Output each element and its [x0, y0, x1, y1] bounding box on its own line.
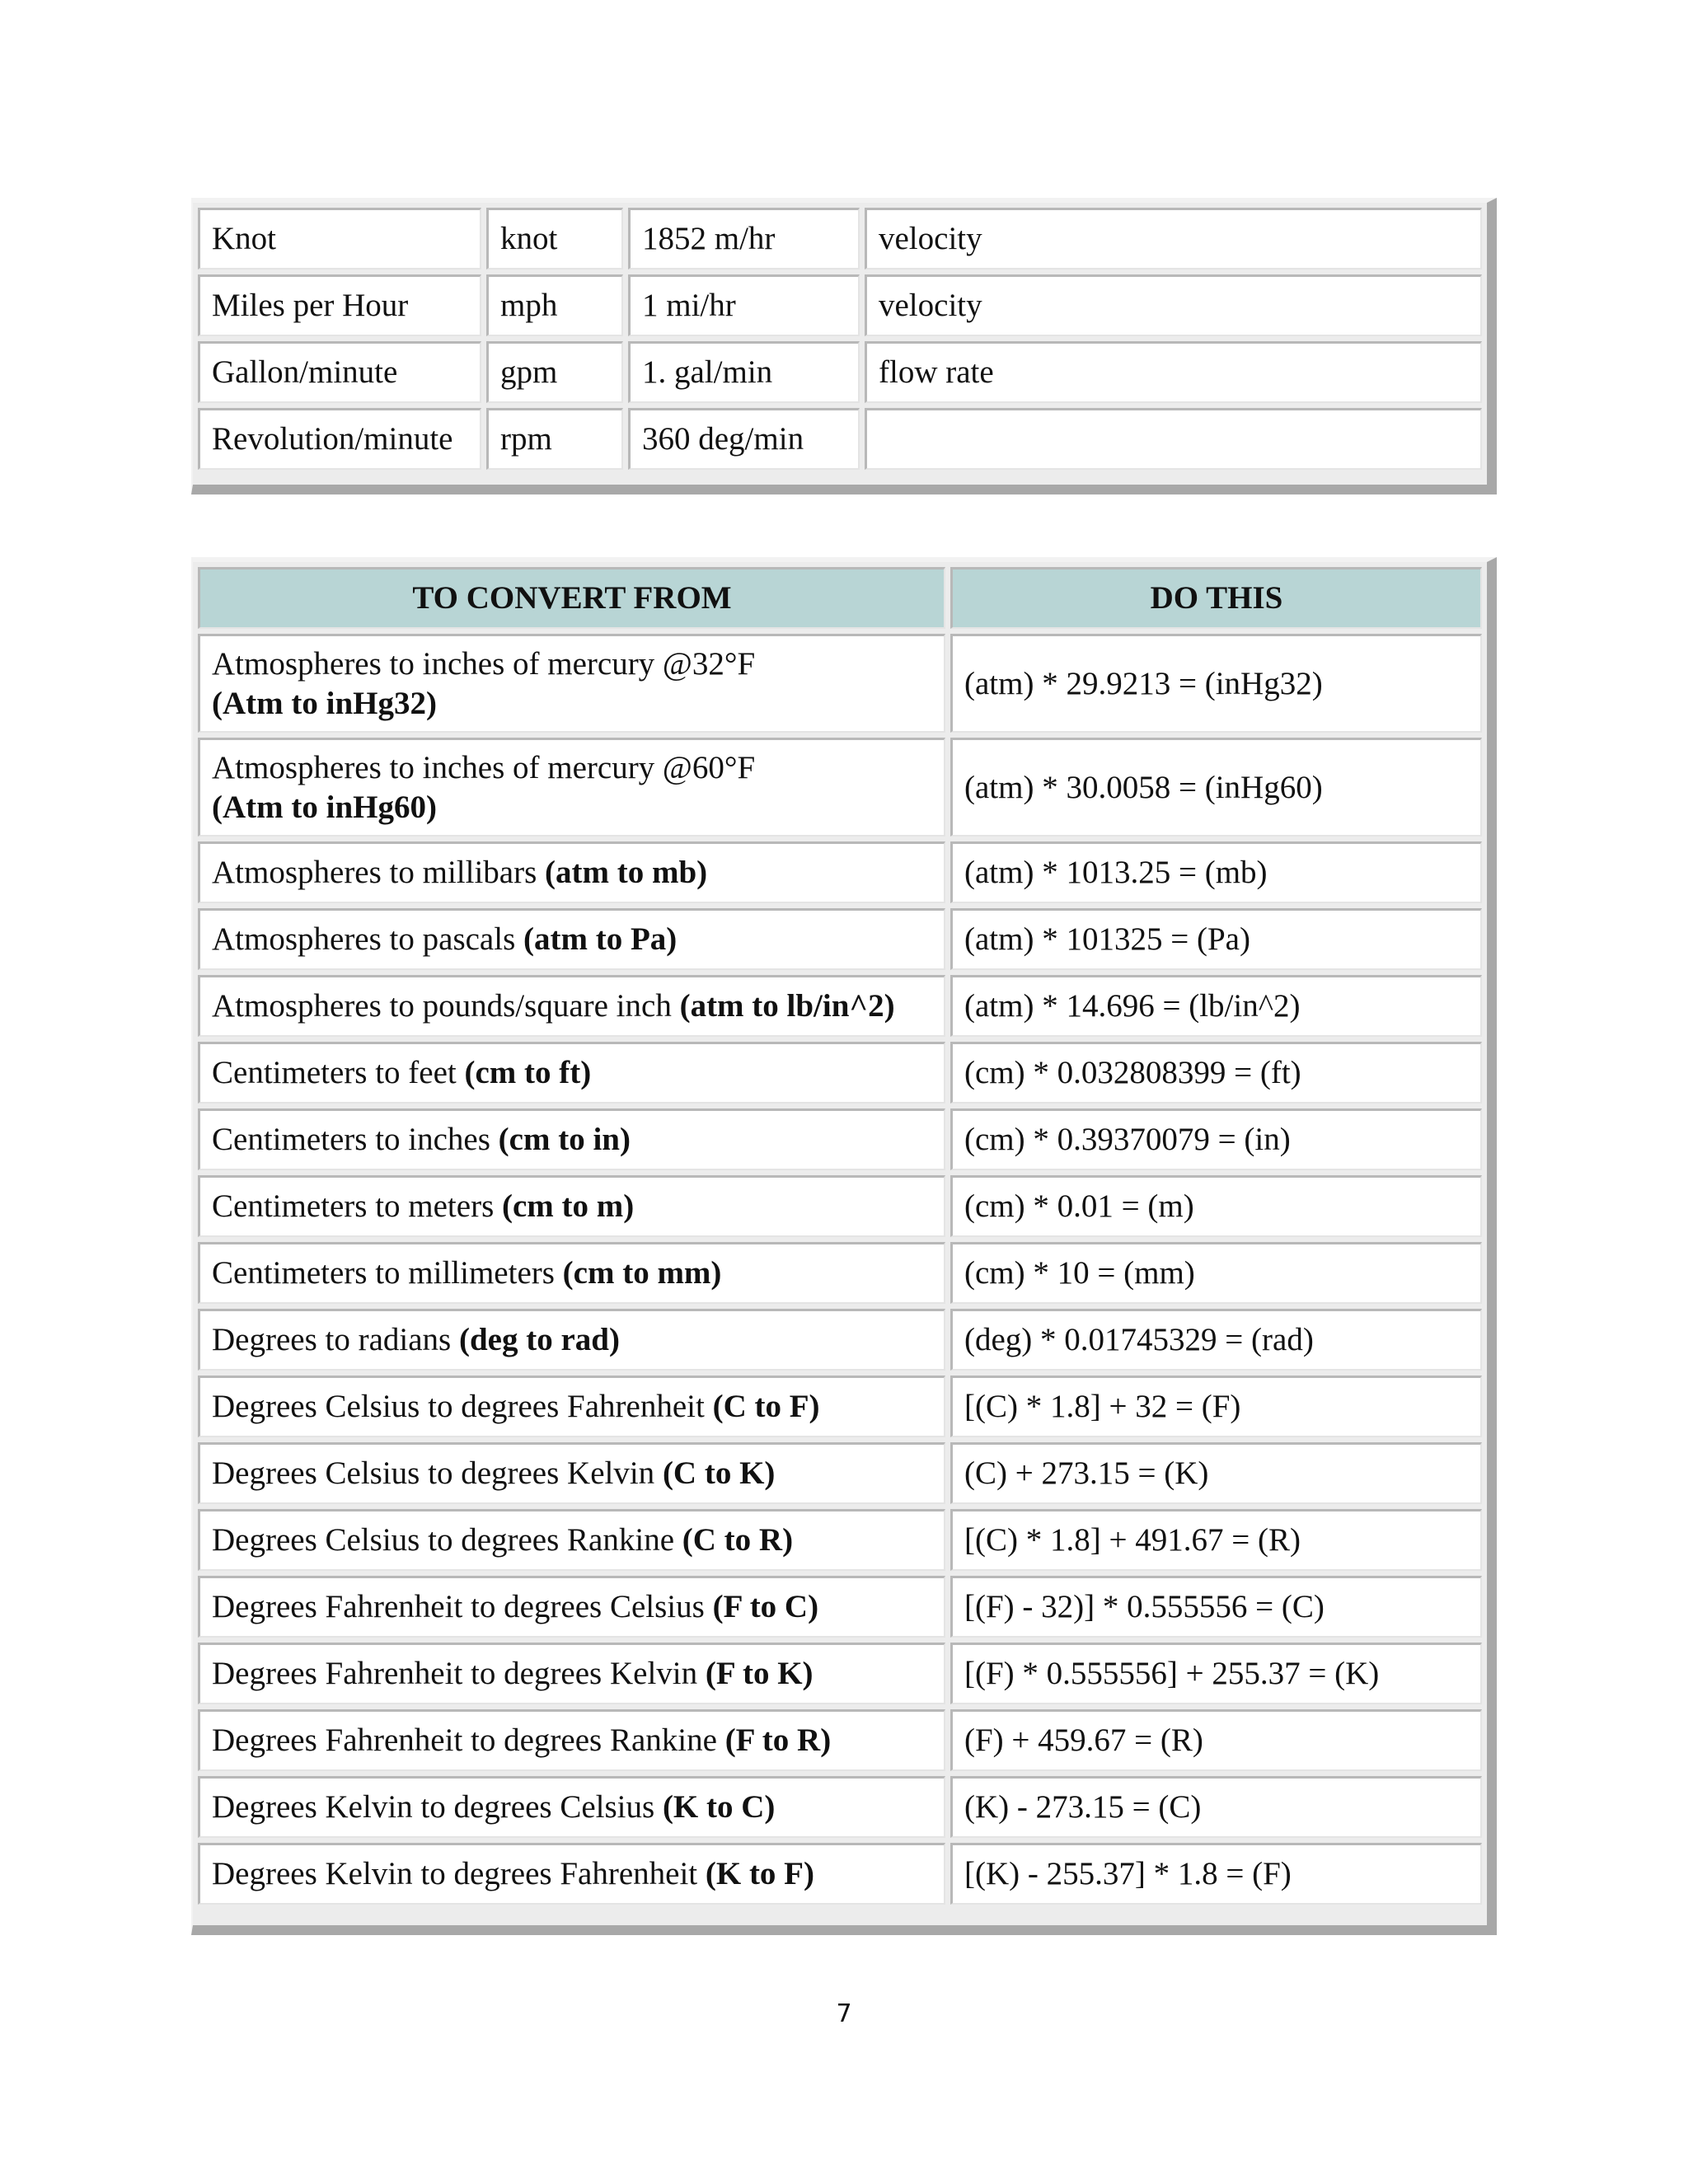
conversion-code: (K to F): [705, 1856, 814, 1891]
conversion-formula: (cm) * 10 = (mm): [950, 1242, 1482, 1304]
conversion-from: [198, 1309, 945, 1371]
conversion-formula: (F) + 459.67 = (R): [950, 1709, 1482, 1771]
conversion-from: [198, 1042, 945, 1104]
conversion-code: (F to R): [724, 1722, 832, 1758]
conversion-code: (atm to Pa): [523, 921, 678, 957]
conversion-code: (atm to lb/in^2): [679, 988, 895, 1024]
conversion-code: (Atm to inHg60): [212, 789, 437, 825]
unit-value: 360 deg/min: [628, 408, 860, 470]
conversion-text: Centimeters to inches: [212, 1122, 490, 1157]
table-row: [198, 1108, 1482, 1170]
unit-name: Revolution/minute: [198, 408, 481, 470]
conversion-from: [198, 1242, 945, 1304]
conversion-text: Degrees to radians: [212, 1322, 452, 1357]
conversion-formula: (cm) * 0.39370079 = (in): [950, 1108, 1482, 1170]
conversion-table-frame: [191, 557, 1497, 1935]
table-row: [198, 408, 1482, 470]
table-row: [198, 1576, 1482, 1638]
conversion-from: [198, 738, 945, 837]
conversion-text: Degrees Fahrenheit to degrees Celsius: [212, 1589, 705, 1624]
conversion-table: [193, 562, 1487, 1910]
conversion-formula: (cm) * 0.01 = (m): [950, 1175, 1482, 1237]
conversion-code: (K to C): [662, 1789, 776, 1825]
conversion-code: (Atm to inHg32): [212, 685, 437, 721]
conversion-from: [198, 1709, 945, 1771]
conversion-code: (F to K): [705, 1656, 814, 1691]
conversion-from: [198, 1576, 945, 1638]
table-row: [198, 208, 1482, 269]
conversion-formula: (atm) * 101325 = (Pa): [950, 908, 1482, 970]
unit-value: 1. gal/min: [628, 341, 860, 403]
conversion-code: (cm to ft): [464, 1055, 592, 1090]
table-row: [198, 1042, 1482, 1104]
conversion-formula: (deg) * 0.01745329 = (rad): [950, 1309, 1482, 1371]
conversion-from: [198, 1509, 945, 1571]
conversion-text: Centimeters to meters: [212, 1188, 495, 1224]
conversion-text: Degrees Fahrenheit to degrees Rankine: [212, 1722, 717, 1758]
unit-name: Knot: [198, 208, 481, 269]
conversion-formula: [(C) * 1.8] + 32 = (F): [950, 1376, 1482, 1437]
conversion-text: Centimeters to millimeters: [212, 1255, 555, 1291]
conversion-text: Atmospheres to millibars: [212, 855, 537, 890]
conversion-from: [198, 975, 945, 1037]
conversion-code: (atm to mb): [545, 855, 708, 890]
conversion-text: Degrees Celsius to degrees Fahrenheit: [212, 1389, 705, 1424]
conversion-formula: (atm) * 30.0058 = (inHg60): [950, 738, 1482, 837]
conversion-from: [198, 1376, 945, 1437]
header-row: [198, 567, 1482, 629]
table-row: [198, 841, 1482, 903]
unit-abbr: rpm: [486, 408, 623, 470]
table-row: [198, 634, 1482, 733]
header-convert-from: TO CONVERT FROM: [198, 567, 945, 629]
conversion-text: Degrees Kelvin to degrees Fahrenheit: [212, 1856, 698, 1891]
table-row: [198, 1843, 1482, 1905]
unit-abbr: mph: [486, 274, 623, 336]
unit-name: Miles per Hour: [198, 274, 481, 336]
unit-type: [865, 408, 1482, 470]
conversion-text: Degrees Celsius to degrees Kelvin: [212, 1455, 655, 1491]
table-row: [198, 274, 1482, 336]
conversion-text: Atmospheres to inches of mercury @32°F: [212, 645, 756, 682]
header-do-this: DO THIS: [950, 567, 1482, 629]
unit-value: 1 mi/hr: [628, 274, 860, 336]
unit-type: flow rate: [865, 341, 1482, 403]
conversion-from: [198, 1175, 945, 1237]
conversion-code: (cm to mm): [562, 1255, 722, 1291]
conversion-formula: [(C) * 1.8] + 491.67 = (R): [950, 1509, 1482, 1571]
conversion-text: Degrees Kelvin to degrees Celsius: [212, 1789, 655, 1825]
table-row: [198, 738, 1482, 837]
unit-abbr: knot: [486, 208, 623, 269]
unit-name: Gallon/minute: [198, 341, 481, 403]
conversion-text: Atmospheres to pounds/square inch: [212, 988, 672, 1024]
conversion-formula: (atm) * 29.9213 = (inHg32): [950, 634, 1482, 733]
conversion-code: (C to K): [662, 1455, 776, 1491]
conversion-formula: (atm) * 14.696 = (lb/in^2): [950, 975, 1482, 1037]
conversion-formula: [(K) - 255.37] * 1.8 = (F): [950, 1843, 1482, 1905]
conversion-text: Atmospheres to inches of mercury @60°F: [212, 749, 756, 785]
table-row: [198, 1509, 1482, 1571]
conversion-code: (C to F): [712, 1389, 820, 1424]
conversion-formula: (K) - 273.15 = (C): [950, 1776, 1482, 1838]
table-row: [198, 1643, 1482, 1704]
unit-type: velocity: [865, 274, 1482, 336]
table-row: [198, 1776, 1482, 1838]
conversion-from: [198, 1643, 945, 1704]
conversion-formula: [(F) - 32)] * 0.555556 = (C): [950, 1576, 1482, 1638]
conversion-code: (cm to m): [502, 1188, 635, 1224]
conversion-text: Atmospheres to pascals: [212, 921, 516, 957]
unit-value: 1852 m/hr: [628, 208, 860, 269]
table-row: [198, 1442, 1482, 1504]
conversion-from: [198, 908, 945, 970]
table-row: [198, 1309, 1482, 1371]
conversion-text: Centimeters to feet: [212, 1055, 457, 1090]
conversion-from: [198, 1843, 945, 1905]
units-table: [193, 203, 1487, 475]
conversion-code: (C to R): [682, 1522, 794, 1558]
conversion-code: (cm to in): [498, 1122, 631, 1157]
conversion-formula: (atm) * 1013.25 = (mb): [950, 841, 1482, 903]
table-row: [198, 1175, 1482, 1237]
table-row: [198, 1709, 1482, 1771]
conversion-from: [198, 841, 945, 903]
conversion-text: Degrees Celsius to degrees Rankine: [212, 1522, 675, 1558]
table-row: [198, 341, 1482, 403]
conversion-from: [198, 1108, 945, 1170]
conversion-from: [198, 1442, 945, 1504]
unit-type: velocity: [865, 208, 1482, 269]
conversion-code: (F to C): [712, 1589, 819, 1624]
page-number: 7: [836, 1999, 852, 2028]
unit-abbr: gpm: [486, 341, 623, 403]
conversion-from: [198, 634, 945, 733]
conversion-formula: (C) + 273.15 = (K): [950, 1442, 1482, 1504]
units-table-frame: [191, 198, 1497, 494]
table-row: [198, 975, 1482, 1037]
conversion-formula: (cm) * 0.032808399 = (ft): [950, 1042, 1482, 1104]
conversion-formula: [(F) * 0.555556] + 255.37 = (K): [950, 1643, 1482, 1704]
conversion-from: [198, 1776, 945, 1838]
table-row: [198, 1376, 1482, 1437]
conversion-code: (deg to rad): [458, 1322, 620, 1357]
table-row: [198, 908, 1482, 970]
conversion-text: Degrees Fahrenheit to degrees Kelvin: [212, 1656, 698, 1691]
table-row: [198, 1242, 1482, 1304]
